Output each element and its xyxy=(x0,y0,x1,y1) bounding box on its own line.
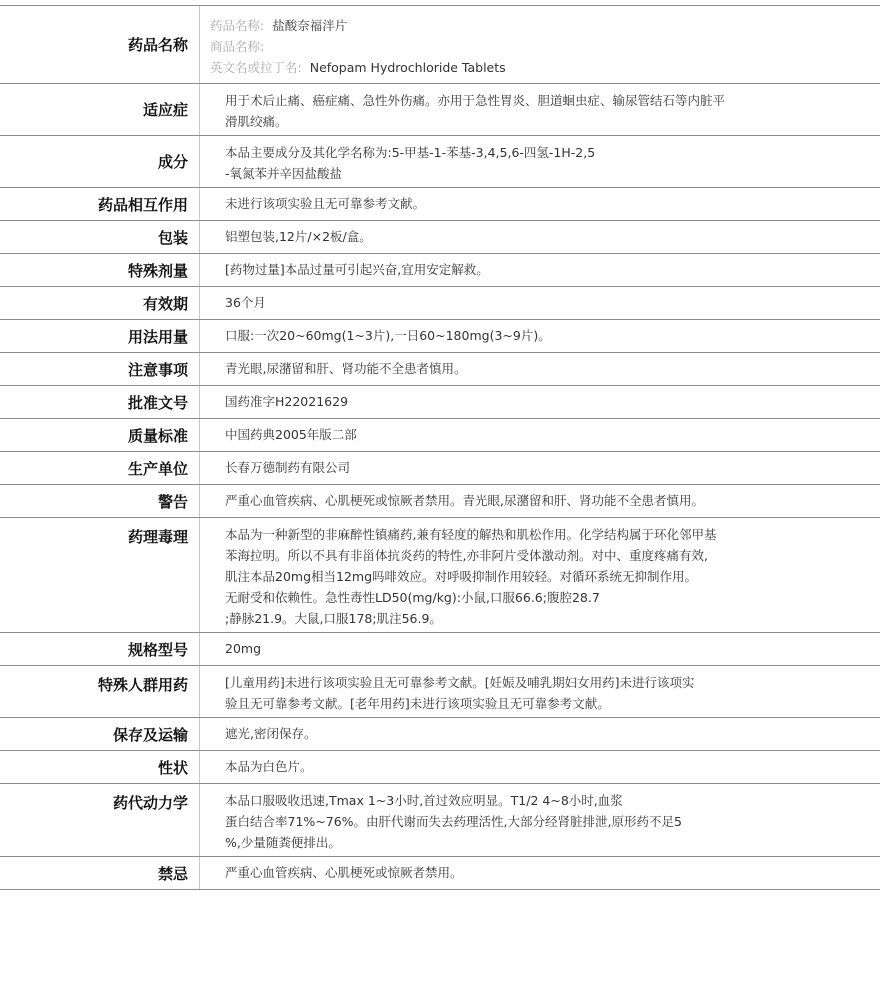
value-line: 青光眼,尿潴留和肝、肾功能不全患者慎用。 xyxy=(225,361,467,376)
row-label: 包装 xyxy=(0,221,200,253)
row-label: 警告 xyxy=(0,485,200,517)
trade-name-line xyxy=(210,36,866,57)
row-label: 有效期 xyxy=(0,287,200,319)
row-value xyxy=(200,751,880,783)
value-line: 本品口服吸收迅速,Tmax 1~3小时,首过效应明显。T1/2 4~8小时,血浆 xyxy=(225,793,623,808)
trade-name-key: 商品名称: xyxy=(210,39,265,54)
value-line: 36个月 xyxy=(225,295,266,310)
manufacturer-row xyxy=(0,452,880,485)
value-line: 铝塑包装,12片/×2板/盒。 xyxy=(225,229,372,244)
value-line: 严重心血管疾病、心肌梗死或惊厥者禁用。 xyxy=(225,865,463,880)
row-value xyxy=(200,136,880,187)
row-value xyxy=(200,84,880,135)
contraindications-row xyxy=(0,857,880,890)
special-dosage-row xyxy=(0,254,880,287)
row-label: 保存及运输 xyxy=(0,718,200,750)
value-line: 苯海拉明。所以不具有非甾体抗炎药的特性,亦非阿片受体激动剂。对中、重度疼痛有效, xyxy=(225,548,708,563)
storage-transport-row xyxy=(0,718,880,751)
row-value xyxy=(200,784,880,856)
generic-name-key: 药品名称: xyxy=(210,18,265,33)
row-label: 特殊剂量 xyxy=(0,254,200,286)
english-name-value: Nefopam Hydrochloride Tablets xyxy=(309,60,506,75)
value-line: [儿童用药]未进行该项实验且无可靠参考文献。[妊娠及哺乳期妇女用药]未进行该项实 xyxy=(225,675,695,690)
row-label: 用法用量 xyxy=(0,320,200,352)
row-value xyxy=(200,452,880,484)
appearance-row xyxy=(0,751,880,784)
row-value xyxy=(200,633,880,665)
row-value xyxy=(200,485,880,517)
value-line: 无耐受和依赖性。急性毒性LD50(mg/kg):小鼠,口服66.6;腹腔28.7 xyxy=(225,590,600,605)
row-label: 适应症 xyxy=(0,84,200,135)
value-line: 遮光,密闭保存。 xyxy=(225,726,317,741)
value-line: 长春万德制药有限公司 xyxy=(225,460,351,475)
value-line: 蛋白结合率71%~76%。由肝代谢而失去药理活性,大部分经肾脏排泄,原形药不足5 xyxy=(225,814,682,829)
value-line: %,少量随粪便排出。 xyxy=(225,835,341,850)
row-value xyxy=(200,666,880,717)
row-label: 药品相互作用 xyxy=(0,188,200,220)
generic-name-value: 盐酸奈福泮片 xyxy=(272,18,348,33)
indications-row xyxy=(0,84,880,136)
row-value xyxy=(200,419,880,451)
row-label: 药理毒理 xyxy=(0,518,200,632)
value-line: 严重心血管疾病、心肌梗死或惊厥者禁用。青光眼,尿潴留和肝、肾功能不全患者慎用。 xyxy=(225,493,704,508)
row-label: 注意事项 xyxy=(0,353,200,385)
row-label: 药品名称 xyxy=(0,6,200,83)
specification-row xyxy=(0,633,880,666)
value-line: 20mg xyxy=(225,641,262,656)
row-label: 批准文号 xyxy=(0,386,200,418)
value-line: 本品主要成分及其化学名称为:5-甲基-1-苯基-3,4,5,6-四氢-1H-2,5 xyxy=(225,145,596,160)
row-value xyxy=(200,320,880,352)
value-line: 肌注本品20mg相当12mg吗啡效应。对呼吸抑制作用较轻。对循环系统无抑制作用。 xyxy=(225,569,698,584)
pharmacokinetics-row xyxy=(0,784,880,857)
precautions-row xyxy=(0,353,880,386)
value-line: 中国药典2005年版二部 xyxy=(225,427,357,442)
row-value xyxy=(200,353,880,385)
shelf-life-row xyxy=(0,287,880,320)
interactions-row xyxy=(0,188,880,221)
row-label: 性状 xyxy=(0,751,200,783)
generic-name-line xyxy=(210,15,866,36)
row-label: 药代动力学 xyxy=(0,784,200,856)
pharmacology-toxicology-row xyxy=(0,518,880,633)
approval-number-row xyxy=(0,386,880,419)
value-line: 用于术后止痛、癌症痛、急性外伤痛。亦用于急性胃炎、胆道蛔虫症、输尿管结石等内脏平 xyxy=(225,93,726,108)
row-label: 特殊人群用药 xyxy=(0,666,200,717)
row-label: 成分 xyxy=(0,136,200,187)
row-value xyxy=(200,287,880,319)
warning-row xyxy=(0,485,880,518)
english-name-line xyxy=(210,57,866,78)
value-line: 未进行该项实验且无可靠参考文献。 xyxy=(225,196,426,211)
value-line: 滑肌绞痛。 xyxy=(225,114,288,129)
value-line: 本品为一种新型的非麻醉性镇痛药,兼有轻度的解热和肌松作用。化学结构属于环化邻甲基 xyxy=(225,527,717,542)
drug-info-table xyxy=(0,5,880,890)
row-label: 规格型号 xyxy=(0,633,200,665)
row-value xyxy=(200,857,880,889)
row-value xyxy=(200,718,880,750)
packaging-row xyxy=(0,221,880,254)
row-label: 生产单位 xyxy=(0,452,200,484)
drug-name-values xyxy=(200,6,880,83)
value-line: 验且无可靠参考文献。[老年用药]未进行该项实验且无可靠参考文献。 xyxy=(225,696,610,711)
value-line: ;静脉21.9。大鼠,口服178;肌注56.9。 xyxy=(225,611,442,626)
ingredients-row xyxy=(0,136,880,188)
usage-dosage-row xyxy=(0,320,880,353)
row-label: 禁忌 xyxy=(0,857,200,889)
row-value xyxy=(200,386,880,418)
drug-name-row xyxy=(0,6,880,84)
row-value xyxy=(200,254,880,286)
english-name-key: 英文名或拉丁名: xyxy=(210,60,302,75)
row-value xyxy=(200,221,880,253)
row-value xyxy=(200,188,880,220)
value-line: -氧氮苯并辛因盐酸盐 xyxy=(225,166,343,181)
row-value xyxy=(200,518,880,632)
value-line: 本品为白色片。 xyxy=(225,759,313,774)
value-line: [药物过量]本品过量可引起兴奋,宜用安定解救。 xyxy=(225,262,489,277)
value-line: 国药准字H22021629 xyxy=(225,394,349,409)
row-label: 质量标准 xyxy=(0,419,200,451)
quality-standard-row xyxy=(0,419,880,452)
special-populations-row xyxy=(0,666,880,718)
value-line: 口服:一次20~60mg(1~3片),一日60~180mg(3~9片)。 xyxy=(225,328,551,343)
